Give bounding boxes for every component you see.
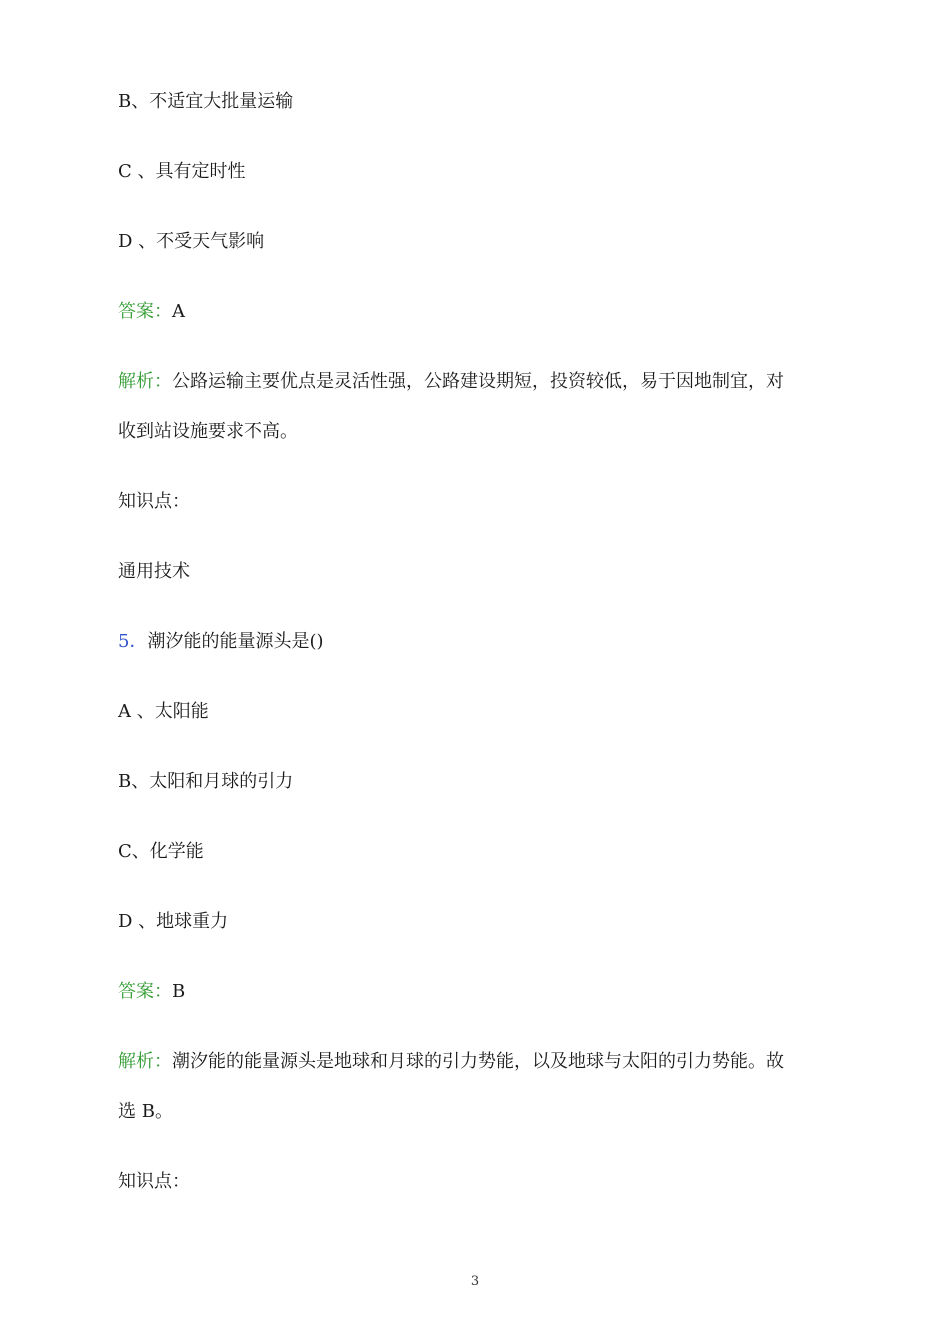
q5-option-b: B、太阳和月球的引力: [118, 771, 294, 792]
q4-option-c: C 、具有定时性: [118, 161, 246, 182]
q4-analysis-line-1: [118, 370, 784, 394]
q5-question: [118, 630, 324, 654]
q5-knowledge-label: 知识点：: [118, 1171, 190, 1192]
q5-answer-value: B: [172, 981, 186, 1002]
q5-number: 5．: [118, 631, 148, 652]
q4-knowledge-value: 通用技术: [118, 561, 190, 582]
q5-option-d: D 、地球重力: [118, 911, 229, 932]
q5-answer: [118, 980, 185, 1004]
q5-question-text: 潮汐能的能量源头是(): [147, 631, 324, 652]
q5-answer-label: 答案：: [118, 981, 172, 1002]
q4-answer-label: 答案：: [118, 301, 172, 322]
page-number: 3: [470, 1274, 480, 1289]
q5-analysis-line-2: 选 B。: [118, 1101, 173, 1122]
q4-analysis-label: 解析：: [118, 371, 172, 392]
q4-answer: [118, 300, 185, 324]
q4-analysis-line-2: 收到站设施要求不高。: [118, 421, 298, 442]
q5-option-c: C、化学能: [118, 841, 204, 862]
q4-option-d: D 、不受天气影响: [118, 231, 265, 252]
q5-analysis-text-1: 潮汐能的能量源头是地球和月球的引力势能，以及地球与太阳的引力势能。故: [172, 1051, 784, 1072]
q5-analysis-line-1: [118, 1050, 784, 1074]
q4-knowledge-label: 知识点：: [118, 491, 190, 512]
q4-option-b: B、不适宜大批量运输: [118, 91, 294, 112]
q4-analysis-text-1: 公路运输主要优点是灵活性强，公路建设期短，投资较低，易于因地制宜，对: [172, 371, 784, 392]
q4-answer-value: A: [172, 301, 185, 322]
q5-option-a: A 、太阳能: [118, 701, 209, 722]
q5-analysis-label: 解析：: [118, 1051, 172, 1072]
